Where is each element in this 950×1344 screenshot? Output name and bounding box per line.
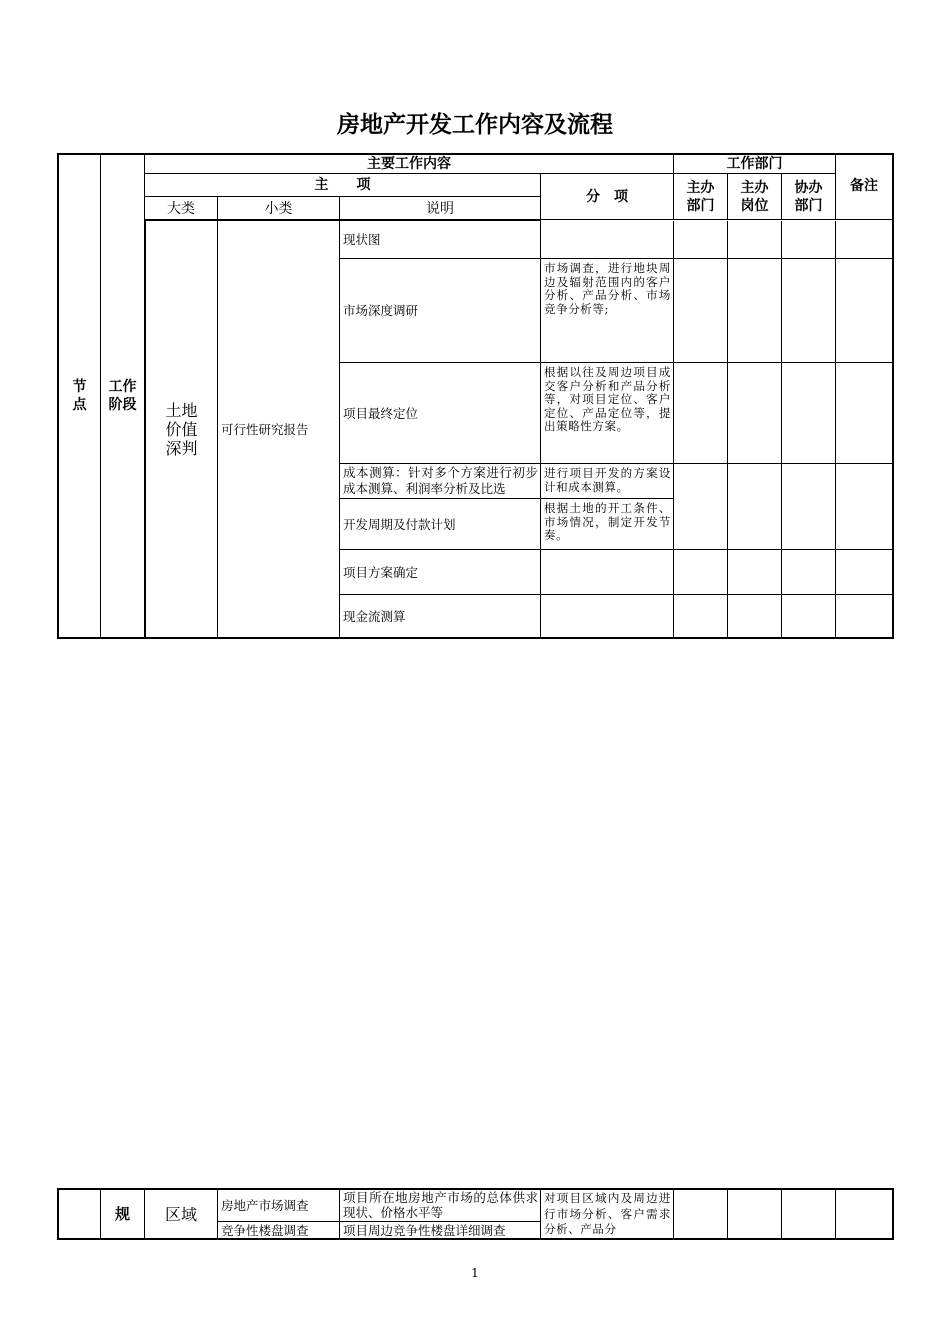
sub-item-cell: 市场调查，进行地块周边及辐射范围内的客户分析、产品分析、市场竞争分析等; bbox=[541, 259, 674, 363]
subcategory-cell: 房地产市场调查 bbox=[218, 1190, 340, 1222]
subcategory-cell: 可行性研究报告 bbox=[218, 221, 340, 637]
sub-item-cell bbox=[541, 595, 674, 637]
description-cell: 开发周期及付款计划 bbox=[340, 499, 541, 550]
description-cell: 项目方案确定 bbox=[340, 550, 541, 595]
assist-dept-header: 协办部门 bbox=[782, 174, 836, 220]
lead-dept-cell bbox=[674, 1190, 728, 1238]
page-title: 房地产开发工作内容及流程 bbox=[337, 112, 613, 138]
lead-post-cell bbox=[728, 1190, 782, 1238]
sub-item-header: 分 项 bbox=[541, 174, 674, 220]
main-item-header: 主 项 bbox=[145, 174, 541, 197]
description-cell: 现状图 bbox=[340, 221, 541, 259]
main-work-header: 主要工作内容 bbox=[145, 155, 674, 174]
category-cell: 土地价值深判 bbox=[145, 221, 218, 637]
description-header: 说明 bbox=[340, 197, 541, 220]
sub-item-cell: 对项目区域内及周边进行市场分析、客户需求分析、产品分 bbox=[541, 1190, 674, 1238]
sub-item-cell: 根据以往及周边项目成交客户分析和产品分析等，对项目定位、客户定位、产品定位等，提出策略性方案。 bbox=[541, 363, 674, 464]
sub-item-cell: 进行项目开发的方案设计和成本测算。 bbox=[541, 464, 674, 499]
stage-header: 工作阶段 bbox=[101, 155, 145, 637]
node-header: 节点 bbox=[59, 155, 101, 637]
category-header: 大类 bbox=[145, 197, 218, 220]
page-number: 1 bbox=[471, 1266, 479, 1280]
sub-item-cell bbox=[541, 221, 674, 259]
lead-post-header: 主办岗位 bbox=[728, 174, 782, 220]
sub-item-cell: 根据土地的开工条件、市场情况，制定开发节奏。 bbox=[541, 499, 674, 550]
description-cell: 项目所在地房地产市场的总体供求现状、价格水平等 bbox=[340, 1190, 541, 1222]
lead-dept-header: 主办部门 bbox=[674, 174, 728, 220]
description-cell: 项目最终定位 bbox=[340, 363, 541, 464]
description-cell: 市场深度调研 bbox=[340, 259, 541, 363]
description-cell: 成本测算：针对多个方案进行初步成本测算、利润率分析及比选 bbox=[340, 464, 541, 499]
description-cell: 现金流测算 bbox=[340, 595, 541, 637]
subcategory-cell: 竞争性楼盘调查 bbox=[218, 1222, 340, 1238]
dept-header: 工作部门 bbox=[674, 155, 836, 174]
remarks-header: 备注 bbox=[836, 155, 892, 220]
assist-dept-cell bbox=[782, 1190, 836, 1238]
stage-cell: 规 bbox=[101, 1190, 145, 1238]
sub-item-cell bbox=[541, 550, 674, 595]
subcategory-header: 小类 bbox=[218, 197, 340, 220]
category-cell: 区域 bbox=[145, 1190, 218, 1238]
description-cell: 项目周边竞争性楼盘详细调查 bbox=[340, 1222, 541, 1238]
node-cell bbox=[59, 1190, 101, 1238]
